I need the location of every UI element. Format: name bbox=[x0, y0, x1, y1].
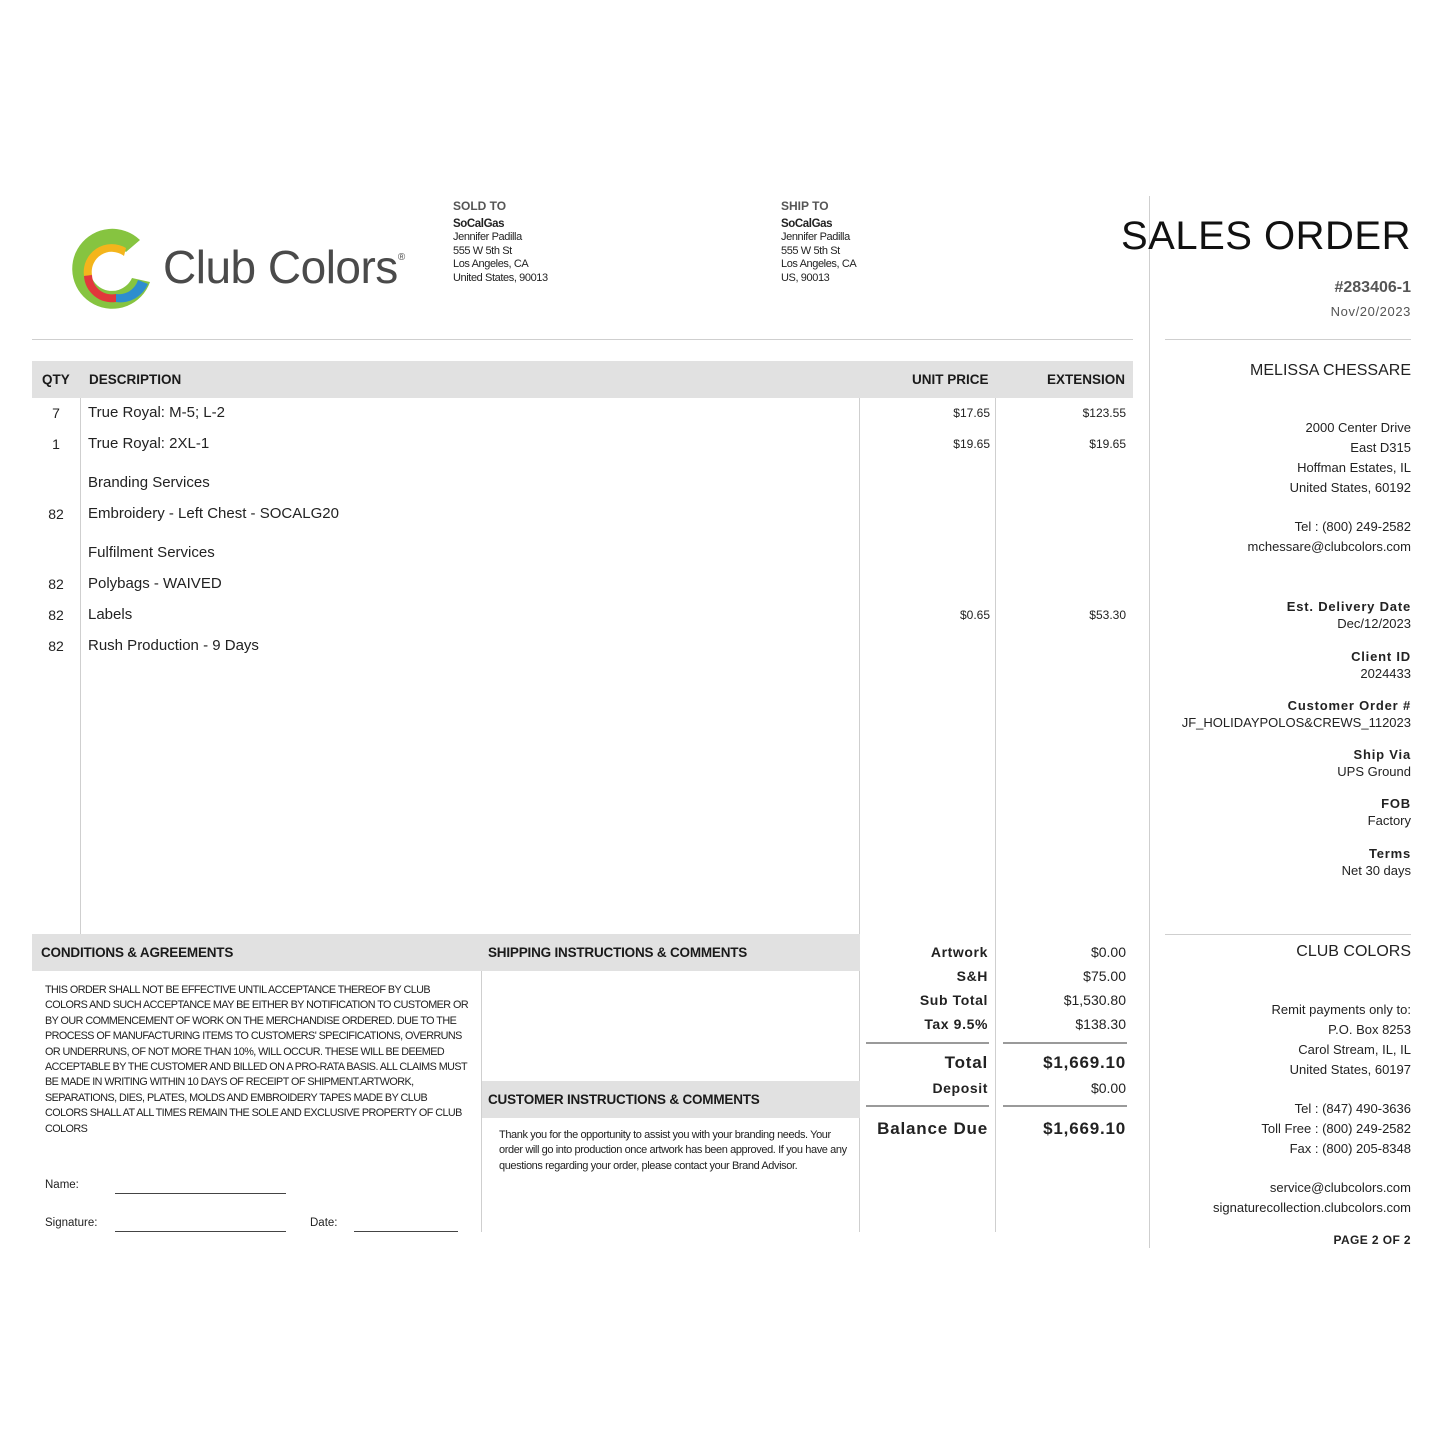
row-extension: $19.65 bbox=[1089, 437, 1126, 451]
customer-instructions-text: Thank you for the opportunity to assist you with your branding needs. Your order will go into production once artwork has been approved. If you have any questions regarding your order, please contact your Brand Advisor. bbox=[499, 1129, 847, 1172]
description-header: DESCRIPTION bbox=[89, 372, 182, 387]
artwork-label: Artwork bbox=[930, 944, 988, 960]
advisor-address-line: 2000 Center Drive bbox=[1305, 420, 1411, 435]
brand-advisor-name: MELISSA CHESSARE bbox=[1250, 362, 1411, 379]
company-name: CLUB COLORS bbox=[1296, 943, 1411, 960]
section-label-branding: Branding Services bbox=[88, 474, 210, 491]
bottom-section-header-bar bbox=[32, 934, 860, 971]
club-colors-logo-icon bbox=[60, 218, 160, 318]
shipping-instructions-heading: SHIPPING INSTRUCTIONS & COMMENTS bbox=[488, 945, 748, 960]
club-colors-logo bbox=[60, 218, 405, 318]
advisor-address-line: East D315 bbox=[1350, 440, 1411, 455]
page-indicator: PAGE 2 OF 2 bbox=[1333, 1233, 1411, 1247]
row-description: Embroidery - Left Chest - SOCALG20 bbox=[88, 505, 339, 522]
meta-fob: FOB Factory bbox=[1367, 796, 1411, 828]
right-panel-divider-top bbox=[1165, 339, 1411, 340]
remit-line: Carol Stream, IL, IL bbox=[1298, 1042, 1411, 1057]
brand-name: Club Colors® bbox=[163, 241, 405, 293]
conditions-heading: CONDITIONS & AGREEMENTS bbox=[41, 945, 234, 960]
meta-client-id: Client ID 2024433 bbox=[1351, 649, 1411, 681]
row-unit-price: $0.65 bbox=[959, 608, 990, 622]
signature-label: Signature: bbox=[45, 1217, 98, 1229]
subtotal-value: $1,530.80 bbox=[1063, 992, 1126, 1008]
website-link[interactable]: signaturecollection.clubcolors.com bbox=[1213, 1200, 1411, 1215]
remit-address bbox=[1272, 1000, 1411, 1080]
row-qty: 1 bbox=[52, 436, 60, 452]
company-toll-free: Toll Free : (800) 249-2582 bbox=[1261, 1121, 1411, 1136]
total-rule-left bbox=[866, 1042, 989, 1044]
company-tel: Tel : (847) 490-3636 bbox=[1294, 1101, 1411, 1116]
right-panel-divider-bottom bbox=[1165, 934, 1411, 935]
remit-line: P.O. Box 8253 bbox=[1328, 1022, 1411, 1037]
row-qty: 82 bbox=[48, 607, 64, 623]
row-extension: $123.55 bbox=[1082, 406, 1126, 420]
sold-to-block bbox=[453, 200, 548, 285]
name-field[interactable] bbox=[115, 1193, 286, 1194]
row-description: Labels bbox=[88, 606, 133, 623]
artwork-value: $0.00 bbox=[1090, 944, 1126, 960]
unit-price-header: UNIT PRICE bbox=[912, 372, 989, 387]
meta-customer-order: Customer Order # JF_HOLIDAYPOLOS&CREWS_112023 bbox=[1181, 698, 1411, 730]
subtotal-label: Sub Total bbox=[919, 992, 988, 1008]
customer-instructions-heading: CUSTOMER INSTRUCTIONS & COMMENTS bbox=[488, 1092, 760, 1107]
row-extension: $53.30 bbox=[1089, 608, 1126, 622]
qty-column-divider bbox=[80, 398, 81, 934]
service-email[interactable]: service@clubcolors.com bbox=[1269, 1180, 1411, 1195]
company-fax: Fax : (800) 205-8348 bbox=[1289, 1141, 1411, 1156]
extension-column-divider bbox=[995, 398, 996, 1232]
deposit-value: $0.00 bbox=[1090, 1080, 1126, 1096]
row-unit-price: $19.65 bbox=[953, 437, 990, 451]
total-value: $1,669.10 bbox=[1043, 1053, 1126, 1072]
balance-rule-left bbox=[866, 1105, 989, 1107]
balance-due-value: $1,669.10 bbox=[1043, 1119, 1126, 1138]
total-label: Total bbox=[944, 1053, 988, 1072]
remit-line: United States, 60197 bbox=[1289, 1062, 1411, 1077]
sh-value: $75.00 bbox=[1083, 968, 1126, 984]
sold-to-line: Jennifer Padilla bbox=[453, 231, 522, 243]
ship-to-company: SoCalGas bbox=[781, 217, 833, 230]
total-rule-right bbox=[1003, 1042, 1127, 1044]
conditions-text: THIS ORDER SHALL NOT BE EFFECTIVE UNTIL ACCEPTANCE THEREOF BY CLUB COLORS AND SUCH ACCEPTANCE MAY BE EITHER BY NOTIFICATION TO CUSTOMER OR BY OUR COMMENCEMENT OF WORK ON THE MERCHANDISE ORDERED. DUE TO THE PROCESS OF MANUFACTURING ITEMS TO CUSTOMERS' SPECIFICATIONS, OVERRUNS OR UNDERRUNS, OF NOT MORE THAN 10%, WILL OCCUR. THESE WILL BE DEEMED ACCEPTABLE BY THE CUSTOMER AND BILLED ON A PRO-RATA BASIS. ALL CLAIMS MUST BE MADE IN WRITING WITHIN 10 DAYS OF RECEIPT OF SHIPMENT.ARTWORK, SEPARATIONS, DIES, PLATES, MOLDS AND EMBROIDERY TAPES MADE BY CLUB COLORS SHALL AT ALL TIMES REMAIN THE SOLE AND EXCLUSIVE PROPERTY OF CLUB COLORS bbox=[45, 984, 469, 1135]
order-date: Nov/20/2023 bbox=[1330, 304, 1411, 319]
right-panel-divider bbox=[1149, 196, 1150, 1248]
meta-delivery-date: Est. Delivery Date Dec/12/2023 bbox=[1286, 599, 1411, 631]
advisor-contact bbox=[1248, 517, 1411, 557]
tax-label: Tax 9.5% bbox=[924, 1016, 988, 1032]
meta-terms: Terms Net 30 days bbox=[1341, 846, 1411, 878]
row-description: Polybags - WAIVED bbox=[88, 575, 222, 592]
remit-line: Remit payments only to: bbox=[1271, 1002, 1411, 1017]
row-qty: 7 bbox=[52, 405, 60, 421]
advisor-address-line: United States, 60192 bbox=[1289, 480, 1411, 495]
items-table-header bbox=[32, 361, 1133, 398]
ship-to-line: Jennifer Padilla bbox=[781, 231, 850, 243]
ship-to-line: Los Angeles, CA bbox=[781, 258, 857, 270]
balance-due-label: Balance Due bbox=[877, 1119, 988, 1138]
ship-to-line: US, 90013 bbox=[781, 271, 830, 284]
row-description: True Royal: M-5; L-2 bbox=[88, 404, 225, 421]
company-web bbox=[1213, 1178, 1411, 1218]
balance-rule-right bbox=[1003, 1105, 1127, 1107]
date-label: Date: bbox=[310, 1217, 338, 1229]
tax-value: $138.30 bbox=[1075, 1016, 1126, 1032]
advisor-tel: Tel : (800) 249-2582 bbox=[1294, 519, 1411, 534]
advisor-address-line: Hoffman Estates, IL bbox=[1297, 460, 1411, 475]
ship-to-line: 555 W 5th St bbox=[781, 244, 840, 257]
advisor-address bbox=[1290, 418, 1411, 498]
row-qty: 82 bbox=[48, 576, 64, 592]
row-description: Rush Production - 9 Days bbox=[88, 637, 259, 654]
header-divider bbox=[32, 339, 1133, 340]
row-qty: 82 bbox=[48, 506, 64, 522]
document-title: SALES ORDER bbox=[1120, 214, 1411, 258]
date-field[interactable] bbox=[354, 1231, 458, 1232]
name-label: Name: bbox=[45, 1179, 79, 1191]
sold-to-line: United States, 90013 bbox=[453, 271, 548, 284]
sold-to-company: SoCalGas bbox=[453, 217, 505, 230]
row-description: True Royal: 2XL-1 bbox=[88, 435, 210, 452]
meta-ship-via: Ship Via UPS Ground bbox=[1337, 747, 1411, 779]
sold-to-heading: SOLD TO bbox=[453, 199, 507, 213]
advisor-email[interactable]: mchessare@clubcolors.com bbox=[1247, 539, 1411, 554]
company-contact bbox=[1261, 1099, 1411, 1159]
section-label-fulfilment: Fulfilment Services bbox=[88, 544, 215, 561]
deposit-label: Deposit bbox=[932, 1080, 988, 1096]
sold-to-line: 555 W 5th St bbox=[453, 244, 512, 257]
row-qty: 82 bbox=[48, 638, 64, 654]
sh-label: S&H bbox=[956, 968, 988, 984]
ship-to-heading: SHIP TO bbox=[781, 199, 829, 213]
row-unit-price: $17.65 bbox=[953, 406, 990, 420]
sold-to-line: Los Angeles, CA bbox=[453, 258, 529, 270]
signature-field[interactable] bbox=[115, 1231, 286, 1232]
extension-header: EXTENSION bbox=[1047, 372, 1126, 387]
ship-to-block bbox=[781, 200, 856, 285]
qty-header: QTY bbox=[42, 372, 70, 387]
order-number: #283406-1 bbox=[1334, 279, 1411, 296]
customer-instructions-header-bar bbox=[482, 1081, 860, 1118]
